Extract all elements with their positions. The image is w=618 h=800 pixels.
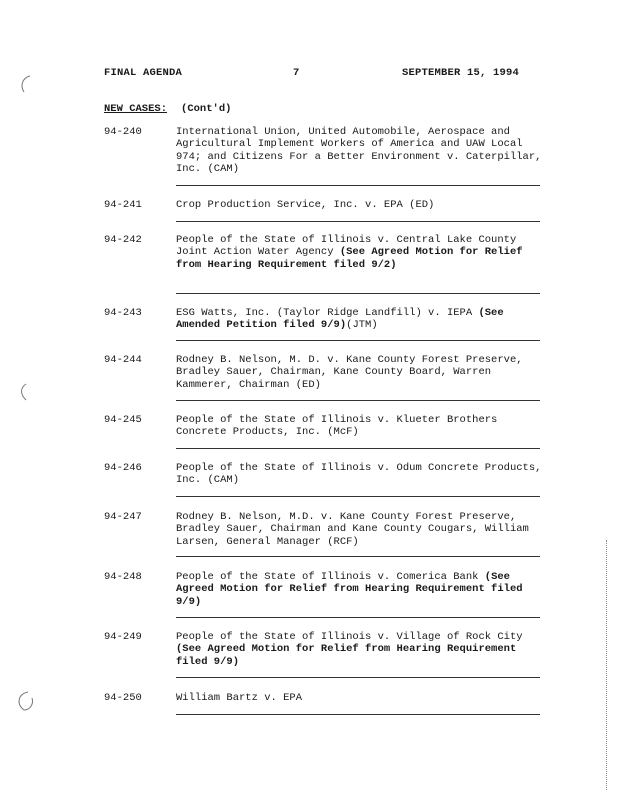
case-number: 94-247: [104, 511, 142, 523]
separator-line: [176, 677, 540, 678]
case-description: [176, 126, 546, 175]
case-text: Crop Production Service, Inc. v. EPA (ED): [176, 199, 435, 211]
scan-edge-line: [606, 540, 607, 790]
case-number: 94-244: [104, 354, 142, 366]
section-continued: (Cont'd): [181, 103, 232, 115]
case-description: [176, 631, 546, 668]
case-text: William Bartz v. EPA: [176, 692, 303, 704]
case-number: 94-246: [104, 462, 142, 474]
case-text: People of the State of Illinois v. Klueter Brothers Concrete Products, Inc. (McF): [176, 414, 498, 439]
separator-line: [176, 221, 540, 222]
case-number: 94-241: [104, 199, 142, 211]
punch-hole-mark: [14, 688, 38, 714]
case-number: 94-242: [104, 234, 142, 246]
case-text: ESG Watts, Inc. (Taylor Ridge Landfill) v. IEPA: [176, 307, 479, 319]
case-text: People of the State of Illinois v. Comerica Bank: [176, 571, 485, 583]
separator-line: [176, 556, 540, 557]
case-number: 94-250: [104, 692, 142, 704]
separator-line: [176, 340, 540, 341]
case-description: [176, 199, 546, 211]
case-text: Rodney B. Nelson, M.D. v. Kane County Forest Preserve, Bradley Sauer, Chairman and Kane County Cougars, William Larsen, General Manager (RCF): [176, 511, 529, 548]
case-number: 94-249: [104, 631, 142, 643]
separator-line: [176, 617, 540, 618]
separator-line: [176, 185, 540, 186]
case-description: [176, 692, 546, 704]
case-number: 94-245: [104, 414, 142, 426]
meeting-date: SEPTEMBER 15, 1994: [402, 67, 520, 79]
separator-line: [176, 293, 540, 294]
case-description: [176, 511, 546, 548]
page-number: 7: [293, 67, 300, 79]
case-note: (See Agreed Motion for Relief from Hearing Requirement filed 9/2): [176, 246, 523, 271]
case-note: (See Agreed Motion for Relief from Hearing Requirement filed 9/9): [176, 571, 523, 608]
separator-line: [176, 400, 540, 401]
case-text: International Union, United Automobile, Aerospace and Agricultural Implement Workers of America and UAW Local 974; and Citizens For a Better Environment v. Caterpillar, Inc. (CAM): [176, 126, 542, 175]
separator-line: [176, 714, 540, 715]
case-text: People of the State of Illinois v. Village of Rock City: [176, 631, 523, 643]
case-number: 94-240: [104, 126, 142, 138]
agenda-title: FINAL AGENDA: [104, 67, 183, 79]
section-title: NEW CASES:: [104, 103, 168, 115]
case-number: 94-243: [104, 307, 142, 319]
punch-hole-mark: [16, 380, 36, 404]
case-text: People of the State of Illinois v. Odum Concrete Products, Inc. (CAM): [176, 462, 542, 487]
punch-hole-mark: [16, 72, 36, 96]
case-description: [176, 414, 546, 439]
case-number: 94-248: [104, 571, 142, 583]
case-description: [176, 354, 546, 391]
section-heading: [104, 103, 231, 115]
separator-line: [176, 448, 540, 449]
case-text: Rodney B. Nelson, M. D. v. Kane County Forest Preserve, Bradley Sauer, Chairman, Kane County Board, Warren Kammerer, Chairman (ED): [176, 354, 523, 391]
case-note: (See Amended Petition filed 9/9): [176, 307, 504, 332]
case-description: [176, 571, 546, 608]
case-description: [176, 234, 546, 271]
case-description: [176, 307, 546, 332]
case-tail: (JTM): [346, 319, 378, 332]
separator-line: [176, 496, 540, 497]
case-note: (See Agreed Motion for Relief from Hearing Requirement filed 9/9): [176, 643, 517, 668]
case-text: People of the State of Illinois v. Central Lake County Joint Action Water Agency: [176, 234, 517, 259]
case-description: [176, 462, 546, 487]
